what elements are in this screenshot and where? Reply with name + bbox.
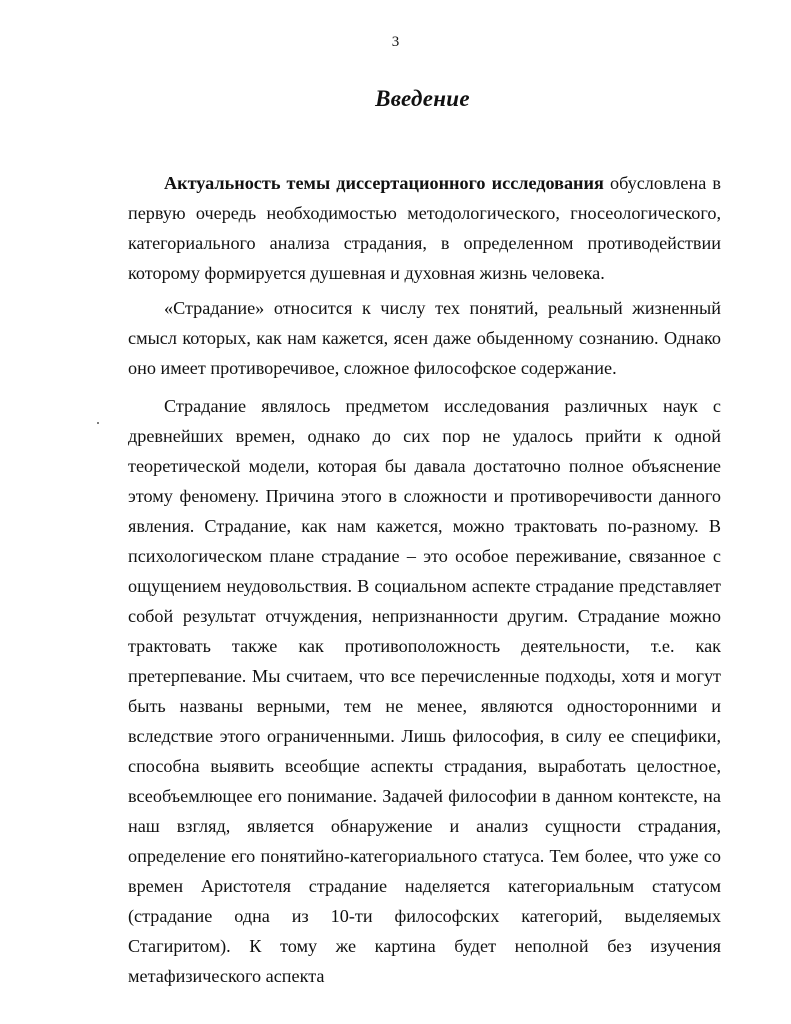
scan-artifact-dot (97, 422, 99, 424)
paragraph-text: обусловлена в первую очередь необходимостью методологического, гносеологического, категориального анализа страдания, в определенном противодействии которому формируется душевная и духовная жизнь человека. (128, 173, 721, 283)
page-number: 3 (391, 34, 400, 50)
paragraph-suffering-concept (128, 293, 721, 383)
paragraph-relevance (128, 168, 721, 288)
paragraph-lead: Актуальность темы диссертационного исследования (164, 173, 604, 193)
paragraph-suffering-research (128, 391, 721, 991)
paragraph-text: Страдание являлось предметом исследования различных наук с древнейших времен, однако до сих пор не удалось прийти к одной теоретической модели, которая бы давала достаточно полное объяснение этому феномену. Причина этого в сложности и противоречивости данного явления. Страдание, как нам кажется, можно трактовать по-разному. В психологическом плане страдание – это особое переживание, связанное с ощущением неудовольствия. В социальном аспекте страдание представляет собой результат отчуждения, непризнанности другим. Страдание можно трактовать также как противоположность деятельности, т.е. как претерпевание. Мы считаем, что все перечисленные подходы, хотя и могут быть названы верными, тем не менее, являются односторонними и вследствие этого ограниченными. Лишь философия, в силу ее специфики, способна выявить всеобщие аспекты страдания, выработать целостное, всеобъемлющее его понимание. Задачей философии в данном контексте, на наш взгляд, является обнаружение и анализ сущности страдания, определение его понятийно-категориального статуса. Тем более, что уже со времен Аристотеля страдание наделяется категориальным статусом (страдание одна из 10-ти философских категорий, выделяемых Стагиритом). К тому же картина будет неполной без изучения метафизического аспекта (128, 396, 721, 986)
body-text (128, 168, 721, 991)
paragraph-text: «Страдание» относится к числу тех понятий, реальный жизненный смысл которых, как нам кажется, ясен даже обыденному сознанию. Однако оно имеет противоречивое, сложное философское содержание. (128, 298, 721, 378)
section-heading: Введение (375, 86, 470, 111)
